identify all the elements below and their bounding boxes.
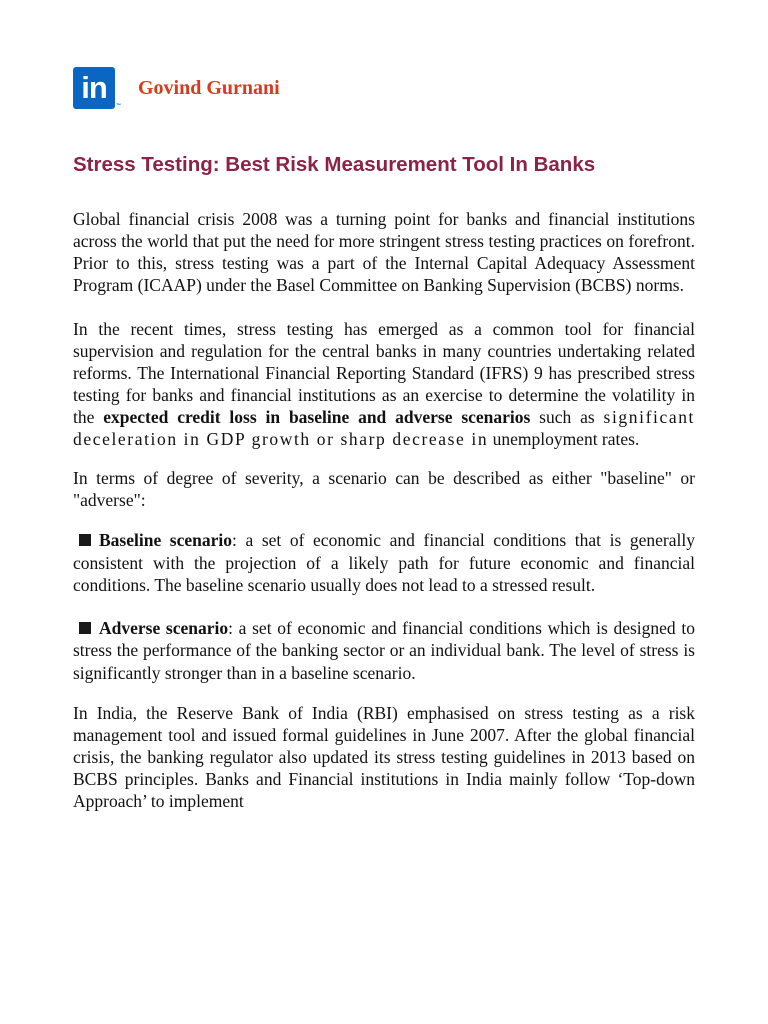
p2-bold-phrase: expected credit loss in baseline and adverse scenarios xyxy=(103,407,531,427)
p2-text-mid: such as xyxy=(530,407,604,427)
linkedin-icon xyxy=(73,67,121,109)
p2-text-start: In the recent times, stress testing has emerged as a common tool for financial supervision and regulation for the central banks in many countries undertaking related reforms. The International Financial Reporting Standard (IFRS) 9 has prescribed stress testing for banks and financial institutions as an exercise to determine the volatility in the xyxy=(73,319,695,427)
article-title: Stress Testing: Best Risk Measurement Tool In Banks xyxy=(73,153,596,176)
p2-text-spaced: significant deceleration in GDP growth or sharp decrease in xyxy=(73,407,696,449)
square-bullet-icon xyxy=(79,534,91,546)
author-header xyxy=(73,67,280,109)
linkedin-logo-text: in xyxy=(81,70,107,105)
square-bullet-icon xyxy=(79,622,91,634)
paragraph-intro: Global financial crisis 2008 was a turning point for banks and financial institutions across the world that put the need for more stringent stress testing practices on forefront. Prior to this, stress testing was a part of the Internal Capital Adequacy Assessment Program (ICAAP) under the Basel Committee on Banking Supervision (BCBS) norms. xyxy=(73,209,695,295)
paragraph-india: In India, the Reserve Bank of India (RBI) emphasised on stress testing as a risk management tool and issued formal guidelines in June 2007. After the global financial crisis, the banking regulator also updated its stress testing guidelines in 2013 based on BCBS principles. Banks and Financial institutions in India mainly follow ‘Top-down Approach’ to implement xyxy=(73,703,695,811)
bullet-baseline xyxy=(73,529,695,597)
bullet-adverse xyxy=(73,617,695,685)
article-body xyxy=(73,208,695,812)
trademark-mark: ™ xyxy=(116,103,121,109)
author-name: Govind Gurnani xyxy=(138,76,280,99)
p2-text-end: unemployment rates. xyxy=(488,429,640,449)
bullet-term: Adverse scenario xyxy=(99,617,229,638)
bullet-text: : a set of economic and financial conditions that is generally consistent with the projection of a likely path for future economic and financial conditions. The baseline scenario usually does not lead to a stressed result. xyxy=(73,530,695,595)
paragraph-recent-times xyxy=(73,318,695,450)
bullet-text: : a set of economic and financial conditions which is designed to stress the performance of the banking sector or an individual bank. The level of stress is significantly stronger than in a baseline scenario. xyxy=(73,617,695,683)
bullet-term: Baseline scenario xyxy=(99,530,233,550)
paragraph-severity: In terms of degree of severity, a scenario can be described as either "baseline" or "adverse": xyxy=(73,468,695,510)
